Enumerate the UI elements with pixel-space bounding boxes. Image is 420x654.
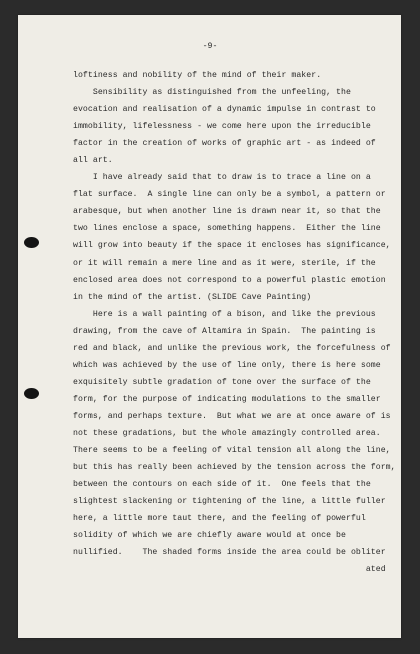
text-line: solidity of which we are chiefly aware would at once be [73,531,346,541]
text-line: which was achieved by the use of line only, there is here some [73,360,381,370]
text-line: Here is a wall painting of a bison, and like the previous [73,309,376,319]
text-line: factor in the creation of works of graphic art - as indeed of [73,139,376,149]
text-line: enclosed area does not correspond to a powerful plastic emotion [73,275,386,285]
text-line: ated [73,565,386,575]
text-line: exquisitely subtle gradation of tone over the surface of the [73,377,371,387]
text-line: in the mind of the artist. (SLIDE Cave Painting) [73,292,312,302]
text-line: There seems to be a feeling of vital tension all along the line, [73,446,391,456]
text-line: loftiness and nobility of the mind of their maker. [73,71,322,80]
text-line: flat surface. A single line can only be a symbol, a pattern or [73,190,386,200]
text-line: or it will remain a mere line and as it were, sterile, if the [73,258,376,268]
text-line: immobility, lifelessness - we come here upon the irreducible [73,122,371,132]
text-line: evocation and realisation of a dynamic impulse in contrast to [73,105,376,115]
text-line: will grow into beauty if the space it encloses has significance, [73,241,391,251]
text-line: I have already said that to draw is to trace a line on a [73,173,371,183]
text-line: all art. [73,156,113,166]
text-line: drawing, from the cave of Altamira in Spain. The painting is [73,326,376,336]
page-number: -9- [202,42,218,51]
text-line: two lines enclose a space, something happens. Either the line [73,224,381,234]
text-line: slightest slackening or tightening of the line, a little fuller [73,497,386,507]
body-text [73,67,396,578]
text-line: form, for the purpose of indicating modulations to the smaller [73,394,381,404]
text-line: red and black, and unlike the previous work, the forcefulness of [73,343,391,353]
text-line: here, a little more taut there, and the feeling of powerful [73,514,366,524]
text-line: Sensibility as distinguished from the unfeeling, the [73,88,351,98]
text-line: nullified. The shaded forms inside the area could be obliter [73,548,386,558]
text-line: arabesque, but when another line is drawn near it, so that the [73,207,381,217]
text-line: between the contours on each side of it. One feels that the [73,480,371,490]
punch-hole-upper [24,237,39,248]
text-line: but this has really been achieved by the tension across the form, [73,463,396,473]
text-line: not these gradations, but the whole amazingly controlled area. [73,428,381,438]
text-line: forms, and perhaps texture. But what we are at once aware of is [73,411,391,421]
punch-hole-lower [24,388,39,399]
